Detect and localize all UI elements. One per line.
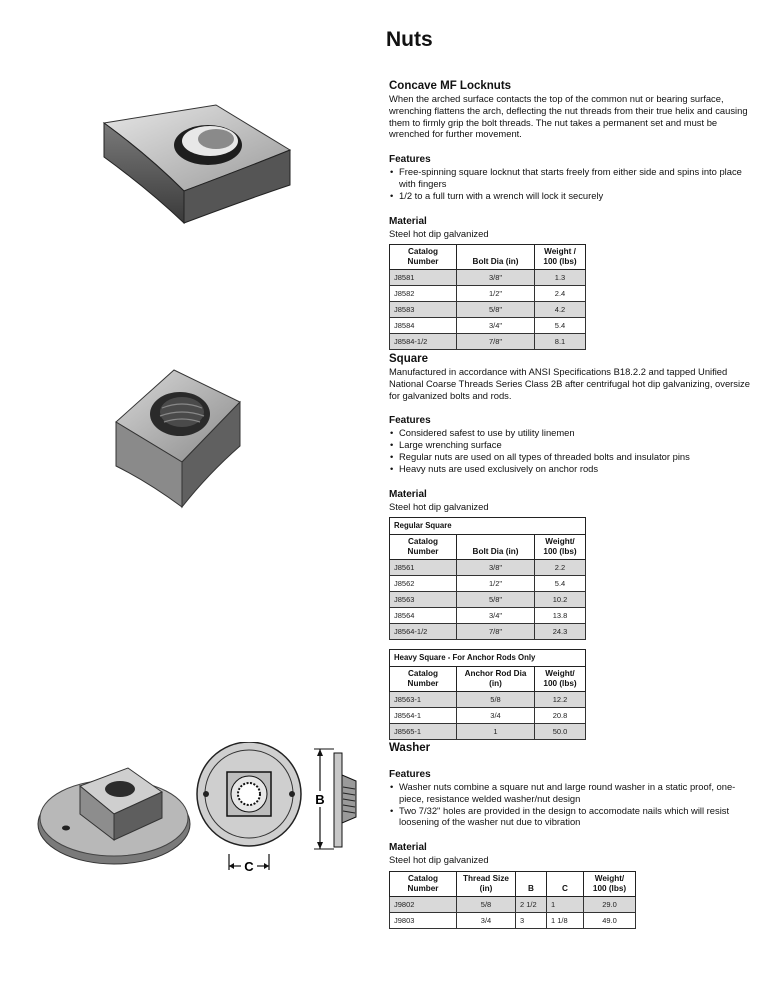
table-cell: 3/4": [457, 608, 535, 624]
table-header-row: [390, 667, 586, 692]
table-header: Weight/ 100 (lbs): [535, 667, 586, 692]
table-cell: 50.0: [535, 724, 586, 740]
table-cell: J8564: [390, 608, 457, 624]
list-item: • 1/2 to a full turn with a wrench will lock it securely: [389, 190, 759, 202]
table-header-row: [390, 535, 586, 560]
table-cell: 24.3: [535, 624, 586, 640]
table-row: [390, 896, 636, 912]
table-row: [390, 270, 586, 286]
washer-material: Steel hot dip galvanized: [389, 854, 489, 866]
table-cell: 5/8: [457, 692, 535, 708]
table-cell: J9802: [390, 896, 457, 912]
table-row: [390, 560, 586, 576]
square-title: Square: [389, 353, 428, 365]
table-caption-row: [390, 518, 586, 535]
table-cell: J8581: [390, 270, 457, 286]
table-cell: 3: [516, 912, 547, 928]
table-cell: J8561: [390, 560, 457, 576]
washer-spec-table: [389, 871, 636, 929]
heavy-square-table: [389, 649, 586, 740]
table-header: Bolt Dia (in): [457, 245, 535, 270]
table-cell: 49.0: [584, 912, 636, 928]
table-row: [390, 708, 586, 724]
regular-square-table: [389, 517, 586, 640]
table-row: [390, 318, 586, 334]
table-cell: 7/8": [457, 334, 535, 350]
table-row: [390, 624, 586, 640]
table-cell: 5/8": [457, 302, 535, 318]
table-cell: 4.2: [535, 302, 586, 318]
locknuts-spec-table: [389, 244, 586, 350]
table-cell: 3/4: [457, 708, 535, 724]
table-cell: J8564-1: [390, 708, 457, 724]
table-cell: 1.3: [535, 270, 586, 286]
table-cell: 1 1/8: [547, 912, 584, 928]
table-cell: 1: [457, 724, 535, 740]
washer-side-view-diagram: [310, 745, 362, 857]
table-cell: J8582: [390, 286, 457, 302]
table-row: [390, 576, 586, 592]
table-cell: 7/8": [457, 624, 535, 640]
table-header: B: [516, 871, 547, 896]
table-row: [390, 592, 586, 608]
table-header: Catalog Number: [390, 245, 457, 270]
table-cell: 20.8: [535, 708, 586, 724]
list-item: • Heavy nuts are used exclusively on anchor rods: [389, 463, 759, 475]
table-caption-row: [390, 650, 586, 667]
square-nut-image: [108, 362, 248, 512]
table-cell: 29.0: [584, 896, 636, 912]
table-header: Catalog Number: [390, 535, 457, 560]
table-row: [390, 912, 636, 928]
table-cell: J8565-1: [390, 724, 457, 740]
table-header: Thread Size (in): [457, 871, 516, 896]
table-cell: 3/8": [457, 270, 535, 286]
table-row: [390, 334, 586, 350]
list-item: • Large wrenching surface: [389, 439, 759, 451]
washer-material-heading: Material: [389, 842, 427, 854]
list-item: • Free-spinning square locknut that starts freely from either side and spins into place with fingers: [389, 166, 759, 190]
table-cell: J8584-1/2: [390, 334, 457, 350]
list-item: • Washer nuts combine a square nut and large round washer in a static proof, one-piece, resistance welded washer/nut design: [389, 781, 759, 805]
table-cell: J9803: [390, 912, 457, 928]
table-header-row: [390, 245, 586, 270]
table-cell: 5.4: [535, 318, 586, 334]
table-cell: J8583: [390, 302, 457, 318]
table-cell: 3/4": [457, 318, 535, 334]
table-cell: 5/8": [457, 592, 535, 608]
square-material: Steel hot dip galvanized: [389, 500, 489, 512]
table-cell: 10.2: [535, 592, 586, 608]
table-caption: Regular Square: [390, 518, 586, 535]
table-cell: 3/4: [457, 912, 516, 928]
washer-features-list: [389, 781, 759, 828]
table-cell: 3/8": [457, 560, 535, 576]
table-cell: J8563: [390, 592, 457, 608]
table-header: Bolt Dia (in): [457, 535, 535, 560]
table-row: [390, 286, 586, 302]
square-features-list: [389, 427, 759, 474]
table-header: Weight/ 100 (lbs): [535, 535, 586, 560]
table-cell: J8562: [390, 576, 457, 592]
washer-title: Washer: [389, 742, 431, 754]
list-item: • Two 7/32" holes are provided in the design to accomodate nails which will resist loosening of the washer nut due to vibration: [389, 805, 759, 829]
page-title: Nuts: [386, 28, 433, 51]
locknuts-material: Steel hot dip galvanized: [389, 227, 489, 239]
table-row: [390, 608, 586, 624]
dimension-c-label: C: [244, 859, 254, 874]
table-cell: 13.8: [535, 608, 586, 624]
locknuts-title: Concave MF Locknuts: [389, 80, 512, 92]
locknuts-features-list: [389, 166, 759, 201]
square-material-heading: Material: [389, 488, 427, 500]
concave-locknut-image: [98, 95, 298, 230]
table-cell: J8564-1/2: [390, 624, 457, 640]
table-row: [390, 302, 586, 318]
table-header: Anchor Rod Dia (in): [457, 667, 535, 692]
table-row: [390, 724, 586, 740]
table-header: Weight/ 100 (lbs): [584, 871, 636, 896]
table-caption: Heavy Square - For Anchor Rods Only: [390, 650, 586, 667]
table-cell: 2 1/2: [516, 896, 547, 912]
locknuts-features-heading: Features: [389, 154, 431, 166]
table-cell: J8563-1: [390, 692, 457, 708]
table-header: Weight / 100 (lbs): [535, 245, 586, 270]
list-item: • Regular nuts are used on all types of threaded bolts and insulator pins: [389, 451, 759, 463]
table-header: C: [547, 871, 584, 896]
table-cell: 5.4: [535, 576, 586, 592]
table-cell: 1/2": [457, 576, 535, 592]
dimension-b-label: B: [315, 792, 325, 807]
locknuts-material-heading: Material: [389, 215, 427, 227]
list-item: • Considered safest to use by utility linemen: [389, 427, 759, 439]
square-section: [389, 353, 759, 740]
locknuts-section: [389, 80, 759, 350]
washer-section: [389, 742, 759, 929]
washer-top-view-diagram: [196, 742, 308, 877]
table-cell: J8584: [390, 318, 457, 334]
table-cell: 2.4: [535, 286, 586, 302]
locknuts-description: When the arched surface contacts the top of the common nut or bearing surface, wrenching flattens the arch, deflecting the nut threads from their true helix and causing them to firmly grip the bolt threads. The nut takes a permanent set and must be wrenched for further movement.: [389, 93, 748, 140]
table-cell: 2.2: [535, 560, 586, 576]
table-cell: 8.1: [535, 334, 586, 350]
table-header: Catalog Number: [390, 667, 457, 692]
table-cell: 12.2: [535, 692, 586, 708]
table-header: Catalog Number: [390, 871, 457, 896]
square-features-heading: Features: [389, 415, 431, 427]
washer-nut-image: [36, 758, 196, 868]
square-description: Manufactured in accordance with ANSI Specifications B18.2.2 and tapped Unified National Coarse Threads Series Class 2B after centrifugal hot dip galvanizing, oversize for galvanized bolts and rods.: [389, 366, 750, 401]
table-row: [390, 692, 586, 708]
table-header-row: [390, 871, 636, 896]
table-cell: 1/2": [457, 286, 535, 302]
table-cell: 1: [547, 896, 584, 912]
washer-features-heading: Features: [389, 769, 431, 780]
table-cell: 5/8: [457, 896, 516, 912]
